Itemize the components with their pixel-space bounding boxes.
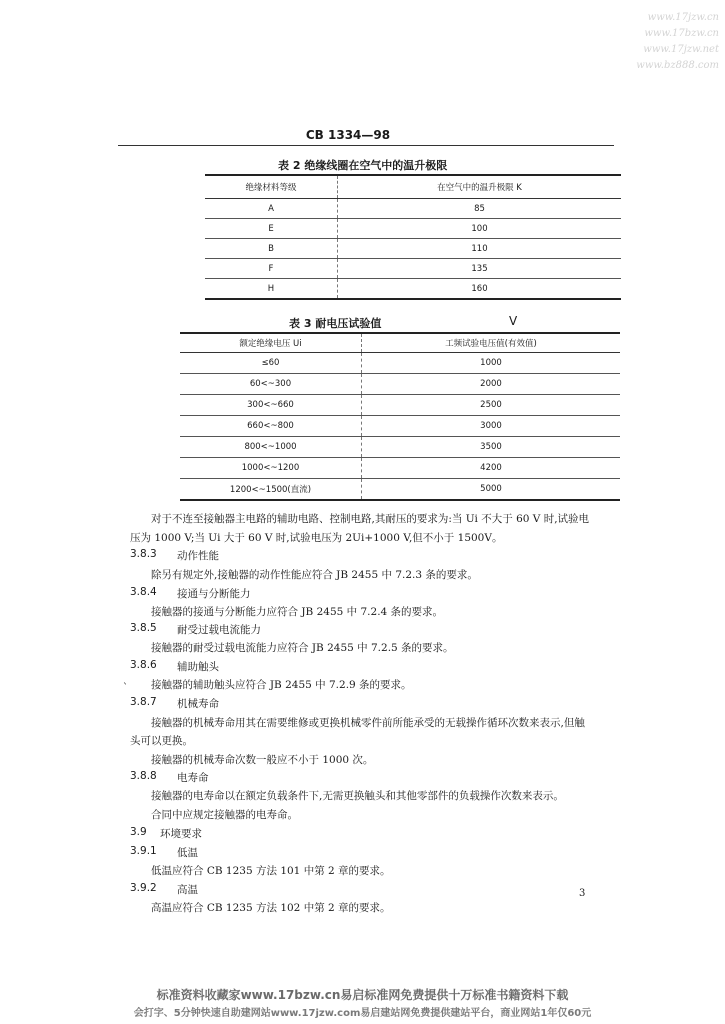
table2-cell: H [205, 279, 338, 300]
table3-cell: ≤60 [180, 353, 362, 374]
section-number: 3.8.8 [130, 770, 157, 782]
table3-cell: 3000 [362, 416, 621, 437]
section-text: 合同中应规定接触器的电寿命。 [151, 809, 298, 821]
section-title: 动作性能 [177, 550, 219, 562]
table3-cell: 2500 [362, 395, 621, 416]
intro-paragraph-line: 对于不连至接触器主电路的辅助电路、控制电路,其耐压的要求为:当 Ui 不大于 60 V 时,试验电 [151, 513, 590, 525]
table2-cell: 100 [338, 219, 622, 239]
table2 [205, 174, 621, 300]
table-row [205, 199, 621, 219]
section-text: 头可以更换。 [130, 735, 193, 747]
section-number: 3.8.5 [130, 622, 157, 634]
section-title: 高温 [177, 884, 198, 896]
table2-cell: F [205, 259, 338, 279]
table3-cell: 5000 [480, 484, 502, 494]
table3-cell: 60<~300 [180, 374, 362, 395]
table-row [180, 458, 620, 479]
section-number: 3.9 [130, 826, 147, 838]
table2-cell: B [205, 239, 338, 259]
section-title: 机械寿命 [177, 698, 219, 710]
footer-line: 标准资料收藏家www.17bzw.cn易启标准网免费提供十万标准书籍资料下载 [156, 988, 569, 1002]
section-text: 除另有规定外,接触器的动作性能应符合 JB 2455 中 7.2.3 条的要求。 [151, 569, 478, 581]
section-text: 接触器的机械寿命用其在需要维修或更换机械零件前所能承受的无载操作循环次数来表示,但触 [151, 717, 585, 729]
table-row [180, 437, 620, 458]
table-row [180, 353, 620, 374]
table3-caption: 表 3 耐电压试验值 [289, 317, 382, 330]
section-title: 耐受过载电流能力 [177, 624, 261, 636]
table3-header-row [180, 333, 620, 353]
watermark-line: www.17bzw.cn [644, 28, 719, 39]
intro-paragraph-line: 压为 1000 V;当 Ui 大于 60 V 时,试验电压为 2Ui+1000 V,但不小于 1500V。 [130, 532, 503, 544]
table-row [205, 279, 621, 300]
table2-header-cell: 在空气中的温升极限 K [338, 175, 622, 199]
page-number: 3 [579, 888, 586, 899]
table3-cell: 1200<~1500(直流) [180, 479, 362, 501]
table-row [180, 395, 620, 416]
document-code: CB 1334—98 [305, 128, 391, 142]
table3 [180, 332, 620, 501]
table2-cell: 110 [338, 239, 622, 259]
section-number: 3.9.1 [130, 845, 157, 857]
table-row [180, 479, 620, 501]
section-number: 3.8.3 [130, 548, 157, 560]
section-text: 接触器的辅助触头应符合 JB 2455 中 7.2.9 条的要求。 [151, 679, 412, 691]
table3-header-cell: 工频试验电压值(有效值) [362, 333, 621, 353]
header-rule [118, 145, 614, 146]
table3-cell: 4200 [362, 458, 621, 479]
section-text: 接触器的耐受过载电流能力应符合 JB 2455 中 7.2.5 条的要求。 [151, 642, 454, 654]
table3-cell: 800<~1000 [180, 437, 362, 458]
section-title: 辅助触头 [177, 661, 219, 673]
section-text: 接触器的接通与分断能力应符合 JB 2455 中 7.2.4 条的要求。 [151, 606, 444, 618]
section-title: 环境要求 [160, 828, 202, 840]
table3-cell: 1000<~1200 [180, 458, 362, 479]
section-title: 接通与分断能力 [177, 588, 251, 600]
section-number: 3.8.6 [130, 659, 157, 671]
section-title: 低温 [177, 847, 198, 859]
table2-cell: 135 [338, 259, 622, 279]
section-text: 高温应符合 CB 1235 方法 102 中第 2 章的要求。 [151, 902, 391, 914]
section-number: 3.8.7 [130, 696, 157, 708]
table3-header-cell: 额定绝缘电压 Ui [180, 333, 362, 353]
table2-header-cell: 绝缘材料等级 [205, 175, 338, 199]
scan-mark: ` [123, 683, 128, 694]
table3-cell: 660<~800 [180, 416, 362, 437]
table2-header-row [205, 175, 621, 199]
table3-cell: 2000 [362, 374, 621, 395]
table2-cell: E [205, 219, 338, 239]
section-text: 低温应符合 CB 1235 方法 101 中第 2 章的要求。 [151, 865, 391, 877]
section-text: 接触器的电寿命以在额定负载条件下,无需更换触头和其他零部件的负载操作次数来表示。 [151, 790, 564, 802]
table3-unit: V [509, 314, 518, 328]
table2-caption: 表 2 绝缘线圈在空气中的温升极限 [278, 159, 448, 172]
section-text: 接触器的机械寿命次数一般应不小于 1000 次。 [151, 754, 374, 766]
table3-cell: 300<~660 [180, 395, 362, 416]
table3-cell: 1000 [362, 353, 621, 374]
table-row [205, 219, 621, 239]
table-row [180, 374, 620, 395]
table-row [205, 259, 621, 279]
table2-cell: A [205, 199, 338, 219]
table3-cell: 3500 [362, 437, 621, 458]
watermark [636, 10, 719, 74]
footer-line: 会打字、5分钟快速自助建网站www.17jzw.com易启建站网免费提供建站平台，商业网站1年仅60元 [133, 1008, 592, 1019]
table-row [180, 416, 620, 437]
section-number: 3.8.4 [130, 586, 157, 598]
watermark-line: www.17jzw.cn [647, 12, 719, 23]
section-title: 电寿命 [177, 772, 209, 784]
watermark-line: www.bz888.com [636, 60, 719, 71]
watermark-line: www.17jzw.net [643, 44, 719, 55]
table2-cell: 160 [471, 283, 488, 294]
table2-cell: 85 [338, 199, 622, 219]
section-number: 3.9.2 [130, 882, 157, 894]
table-row [205, 239, 621, 259]
